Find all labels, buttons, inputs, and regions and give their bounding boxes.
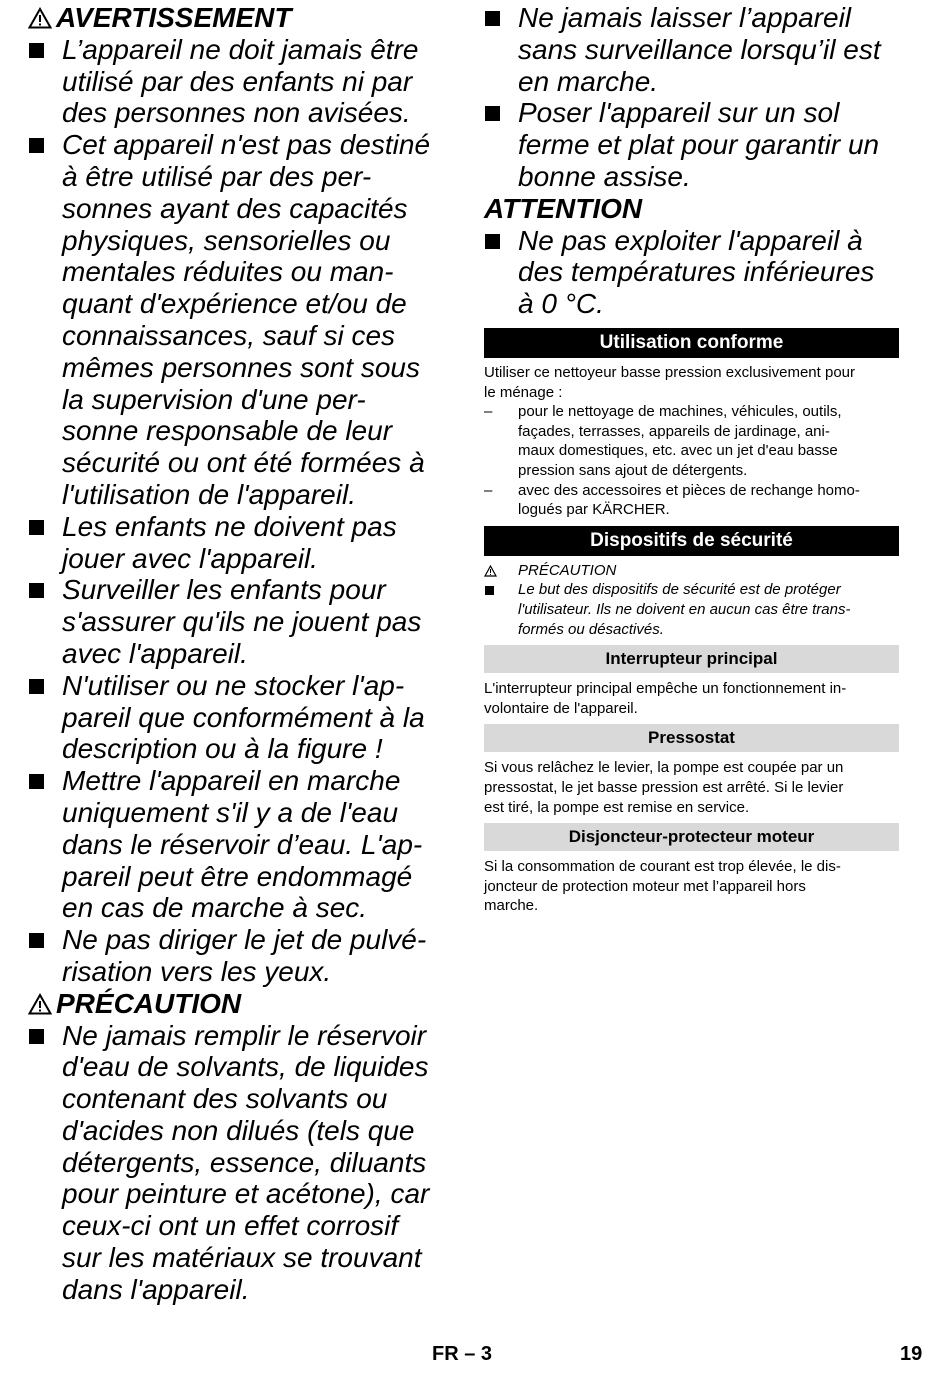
page-number: 19 bbox=[900, 1343, 923, 1365]
utilisation-intro bbox=[484, 363, 899, 402]
dispositifs-section-title: Dispositifs de sécurité bbox=[484, 526, 899, 556]
text-line: ferme et plat pour garantir un bbox=[518, 129, 880, 161]
text-line: des températures inférieures bbox=[518, 256, 875, 288]
warning-triangle-icon bbox=[28, 993, 56, 1015]
precaution-list bbox=[28, 1020, 448, 1306]
square-bullet-icon bbox=[28, 765, 62, 924]
text-line: Ne pas exploiter l'appareil à bbox=[518, 224, 863, 256]
text-line: utilisé par des enfants ni par bbox=[62, 65, 413, 97]
text-line: à être utilisé par des per- bbox=[62, 160, 372, 192]
list-item bbox=[28, 670, 448, 765]
text-line: à 0 °C. bbox=[518, 288, 604, 320]
text-line: l'utilisation de l'appareil. bbox=[62, 478, 356, 510]
text-line: Ne jamais remplir le réservoir bbox=[62, 1019, 427, 1051]
text-line: pareil peut être endommagé bbox=[62, 860, 413, 892]
utilisation-dash-list bbox=[484, 402, 899, 520]
square-bullet-icon bbox=[484, 580, 518, 639]
utilisation-section-title: Utilisation conforme bbox=[484, 328, 899, 358]
text-line: d'acides non dilués (tels que bbox=[62, 1114, 415, 1146]
square-bullet-icon bbox=[28, 924, 62, 988]
text-line: uniquement s'il y a de l'eau bbox=[62, 796, 399, 828]
precaution-heading bbox=[28, 988, 448, 1020]
text-line: description ou à la figure ! bbox=[62, 733, 383, 765]
text-line: bonne assise. bbox=[518, 160, 691, 192]
text-line: avec l'appareil. bbox=[62, 637, 248, 669]
list-item bbox=[28, 924, 448, 988]
text-line: façades, terrasses, appareils de jardinage, ani- bbox=[518, 422, 830, 440]
text-line: l'utilisateur. Ils ne doivent en aucun cas être trans- bbox=[518, 600, 851, 618]
square-bullet-icon bbox=[28, 1020, 62, 1306]
text-line: dans l'appareil. bbox=[62, 1273, 250, 1305]
text-line: mentales réduites ou man- bbox=[62, 256, 394, 288]
attention-title: ATTENTION bbox=[484, 192, 643, 224]
square-bullet-icon bbox=[28, 34, 62, 129]
text-line: des personnes non avisées. bbox=[62, 97, 411, 129]
list-item-text bbox=[62, 1020, 448, 1306]
list-item-text bbox=[62, 574, 448, 669]
interrupteur-text bbox=[484, 679, 899, 718]
list-item bbox=[484, 97, 904, 192]
avertissement-heading bbox=[28, 2, 448, 34]
disjoncteur-title: Disjoncteur-protecteur moteur bbox=[484, 823, 899, 851]
text-line: en marche. bbox=[518, 65, 659, 97]
list-item bbox=[28, 765, 448, 924]
text-line: pressostat, le jet basse pression est arrêté. Si le levier bbox=[484, 778, 844, 796]
list-item bbox=[28, 511, 448, 575]
text-line: ceux-ci ont un effet corrosif bbox=[62, 1210, 399, 1242]
square-bullet-icon bbox=[484, 225, 518, 320]
text-line: pour le nettoyage de machines, véhicules, outils, bbox=[518, 403, 842, 421]
footer-language-code: FR – 3 bbox=[432, 1343, 493, 1365]
dash-bullet: – bbox=[484, 481, 493, 499]
text-line: Ne pas diriger le jet de pulvé- bbox=[62, 924, 427, 956]
square-bullet-icon bbox=[28, 670, 62, 765]
precaution-title: PRÉCAUTION bbox=[56, 987, 242, 1019]
text-line: dans le réservoir d’eau. L'ap- bbox=[62, 828, 423, 860]
text-line: physiques, sensorielles ou bbox=[62, 224, 391, 256]
list-item-text bbox=[518, 2, 904, 97]
text-line: pareil que conformément à la bbox=[62, 701, 425, 733]
list-item bbox=[28, 1020, 448, 1306]
right-column bbox=[484, 328, 899, 916]
list-item-text bbox=[518, 225, 904, 320]
right-top-list bbox=[484, 2, 904, 193]
text-line: Poser l'appareil sur un sol bbox=[518, 97, 840, 129]
text-line: L’appareil ne doit jamais être bbox=[62, 33, 419, 65]
text-line: pression sans ajout de détergents. bbox=[518, 461, 748, 479]
text-line: Cet appareil n'est pas destiné bbox=[62, 129, 431, 161]
text-line: risation vers les yeux. bbox=[62, 955, 332, 987]
dash-item-text bbox=[518, 481, 899, 520]
avertissement-list bbox=[28, 34, 448, 988]
pressostat-title: Pressostat bbox=[484, 724, 899, 752]
text-line: logués par KÄRCHER. bbox=[518, 501, 670, 519]
list-item-text bbox=[62, 765, 448, 924]
avertissement-title: AVERTISSEMENT bbox=[56, 2, 292, 33]
text-line: sans surveillance lorsqu’il est bbox=[518, 33, 881, 65]
text-line: maux domestiques, etc. avec un jet d'eau basse bbox=[518, 442, 838, 460]
square-bullet-icon bbox=[28, 574, 62, 669]
list-item bbox=[28, 129, 448, 511]
text-line: contenant des solvants ou bbox=[62, 1083, 388, 1115]
attention-list bbox=[484, 225, 904, 320]
text-line: Surveiller les enfants pour bbox=[62, 574, 386, 606]
text-line: est tiré, la pompe est remise en service. bbox=[484, 798, 750, 816]
text-line: détergents, essence, diluants bbox=[62, 1146, 427, 1178]
square-bullet-icon bbox=[28, 511, 62, 575]
right-column-top bbox=[484, 2, 904, 320]
text-line: Le but des dispositifs de sécurité est de protéger bbox=[518, 581, 841, 599]
text-line: le ménage : bbox=[484, 383, 563, 401]
dash-list-item bbox=[484, 402, 899, 480]
text-line: Les enfants ne doivent pas bbox=[62, 510, 397, 542]
left-column bbox=[28, 2, 448, 1306]
text-line: N'utiliser ou ne stocker l'ap- bbox=[62, 669, 405, 701]
text-line: sur les matériaux se trouvant bbox=[62, 1242, 422, 1274]
list-item-text bbox=[62, 129, 448, 511]
list-item-text bbox=[62, 924, 448, 988]
text-line: sécurité ou ont été formées à bbox=[62, 447, 425, 479]
list-item-text bbox=[518, 97, 904, 192]
text-line: connaissances, sauf si ces bbox=[62, 319, 396, 351]
dispositifs-precaution-text bbox=[518, 580, 850, 639]
list-item-text bbox=[62, 34, 448, 129]
text-line: formés ou désactivés. bbox=[518, 620, 664, 638]
list-item bbox=[484, 2, 904, 97]
warning-triangle-icon bbox=[28, 7, 56, 29]
dispositifs-precaution-title: PRÉCAUTION bbox=[518, 561, 617, 579]
dispositifs-precaution-heading bbox=[484, 561, 899, 581]
text-line: jouer avec l'appareil. bbox=[62, 542, 318, 574]
square-bullet-icon bbox=[28, 129, 62, 511]
dash-bullet: – bbox=[484, 403, 493, 421]
text-line: Ne jamais laisser l’appareil bbox=[518, 2, 852, 33]
text-line: mêmes personnes sont sous bbox=[62, 351, 420, 383]
square-bullet-icon bbox=[484, 97, 518, 192]
text-line: d'eau de solvants, de liquides bbox=[62, 1051, 429, 1083]
list-item bbox=[484, 225, 904, 320]
list-item bbox=[28, 34, 448, 129]
disjoncteur-text bbox=[484, 857, 899, 916]
text-line: Si la consommation de courant est trop élevée, le dis- bbox=[484, 858, 841, 876]
dash-list-item bbox=[484, 481, 899, 520]
list-item-text bbox=[62, 670, 448, 765]
text-line: joncteur de protection moteur met l’appareil hors bbox=[484, 877, 806, 895]
text-line: L'interrupteur principal empêche un fonctionnement in- bbox=[484, 680, 847, 698]
text-line: pour peinture et acétone), car bbox=[62, 1178, 430, 1210]
text-line: marche. bbox=[484, 897, 539, 915]
text-line: quant d'expérience et/ou de bbox=[62, 288, 407, 320]
text-line: Mettre l'appareil en marche bbox=[62, 765, 401, 797]
interrupteur-title: Interrupteur principal bbox=[484, 645, 899, 673]
text-line: s'assurer qu'ils ne jouent pas bbox=[62, 606, 422, 638]
dispositifs-precaution-item bbox=[484, 580, 899, 639]
text-line: Utiliser ce nettoyeur basse pression exclusivement pour bbox=[484, 364, 856, 381]
list-item bbox=[28, 574, 448, 669]
pressostat-text bbox=[484, 758, 899, 817]
warning-triangle-icon bbox=[484, 561, 518, 581]
text-line: Si vous relâchez le levier, la pompe est coupée par un bbox=[484, 759, 844, 777]
text-line: la supervision d'une per- bbox=[62, 383, 366, 415]
dash-item-text bbox=[518, 402, 899, 480]
list-item-text bbox=[62, 511, 448, 575]
text-line: avec des accessoires et pièces de rechange homo- bbox=[518, 481, 860, 499]
text-line: sonne responsable de leur bbox=[62, 415, 393, 447]
square-bullet-icon bbox=[484, 2, 518, 97]
text-line: en cas de marche à sec. bbox=[62, 892, 368, 924]
text-line: volontaire de l'appareil. bbox=[484, 699, 638, 717]
text-line: sonnes ayant des capacités bbox=[62, 192, 408, 224]
